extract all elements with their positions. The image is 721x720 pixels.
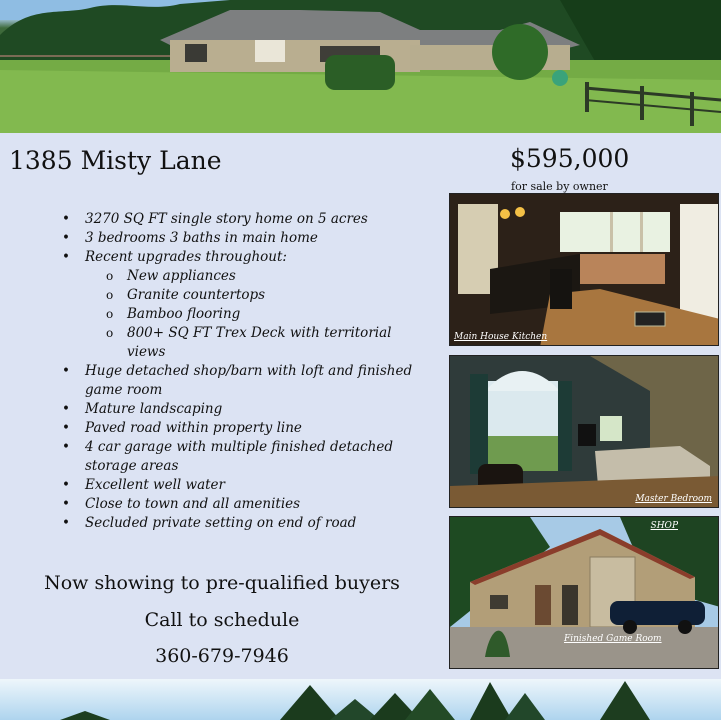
feature-item: • 3270 SQ FT single story home on 5 acres [60, 210, 430, 229]
feature-item: • Secluded private setting on end of road [60, 514, 430, 533]
upgrade-item: o Granite countertops [85, 286, 430, 305]
kitchen-photo [449, 193, 719, 346]
shop-caption: Finished Game Room [564, 634, 662, 644]
feature-item: • 3 bedrooms 3 baths in main home [60, 229, 430, 248]
feature-item: • Huge detached shop/barn with loft and finished game room [60, 362, 430, 400]
upgrade-item: o 800+ SQ FT Trex Deck with territorial views [85, 324, 430, 362]
feature-item: • Mature landscaping [60, 400, 430, 419]
feature-item-label: Recent upgrades throughout: [85, 249, 287, 265]
upgrade-sublist [85, 267, 430, 362]
feature-item: • 4 car garage with multiple finished detached storage areas [60, 438, 430, 476]
phone-number: 360-679-7946 [155, 645, 289, 667]
showing-note: Now showing to pre-qualified buyers [44, 572, 400, 594]
feature-item [60, 248, 430, 362]
sale-note: for sale by owner [511, 180, 608, 193]
schedule-note: Call to schedule [144, 609, 300, 631]
shop-illustration [450, 517, 719, 669]
bedroom-illustration [450, 356, 719, 508]
house-illustration [0, 0, 721, 133]
feature-item: • Paved road within property line [60, 419, 430, 438]
trees-illustration [0, 679, 721, 720]
shop-photo [449, 516, 719, 669]
kitchen-caption: Main House Kitchen [454, 332, 548, 342]
shop-label: SHOP [650, 521, 678, 531]
upgrade-item: o New appliances [85, 267, 430, 286]
feature-item: • Close to town and all amenities [60, 495, 430, 514]
kitchen-illustration [450, 194, 719, 346]
listing-address: 1385 Misty Lane [9, 146, 222, 175]
upgrade-item: o Bamboo flooring [85, 305, 430, 324]
bedroom-caption: Master Bedroom [635, 494, 712, 504]
listing-price: $595,000 [510, 144, 630, 173]
bedroom-photo [449, 355, 719, 508]
bottom-photo-trees [0, 679, 721, 720]
hero-photo-house-exterior [0, 0, 721, 133]
feature-item: • Excellent well water [60, 476, 430, 495]
feature-list [60, 210, 430, 533]
